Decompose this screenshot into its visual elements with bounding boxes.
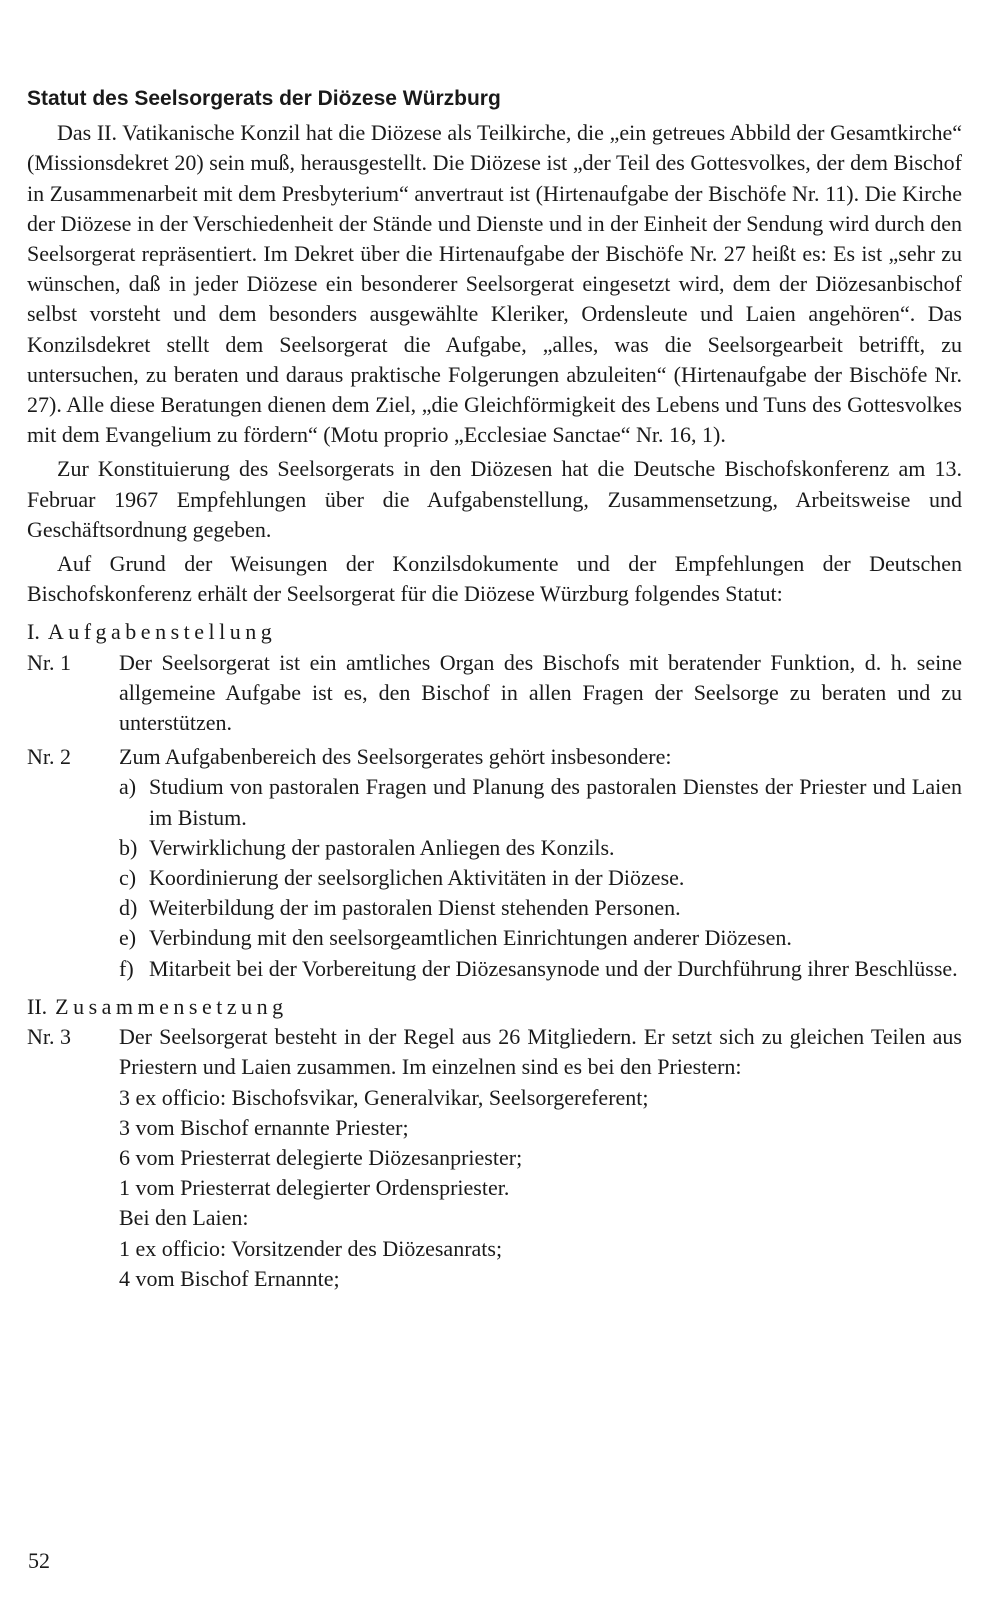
article-intro: Der Seelsorgerat besteht in der Regel aus 26 Mitgliedern. Er setzt sich zu gleichen Teilen aus Priestern und Laien zusammen. Im einzelnen sind es bei den Priestern: — [119, 1024, 962, 1080]
list-item-label: a) — [119, 774, 137, 800]
list-item — [119, 772, 962, 832]
list-item-text: Koordinierung der seelsorglichen Aktivitäten in der Diözese. — [149, 865, 685, 891]
list-item-label: d) — [119, 895, 138, 921]
member-line: 3 vom Bischof ernannte Priester; — [119, 1114, 409, 1140]
intro-paragraph-1: Das II. Vatikanische Konzil hat die Diözese als Teilkirche, die „ein getreues Abbild der Gesamtkirche“ (Missionsdekret 20) sein muß, herausgestellt. Die Diözese ist „der Teil des Gottesvolkes, der dem Bischof in Zusammenarbeit mit dem Presbyterium“ anvertraut ist (Hirtenaufgabe der Bischöfe Nr. 11). Die Kirche der Diözese in der Verschiedenheit der Stände und Dienste und in der Einheit der Sendung wird durch den Seelsorgerat repräsentiert. Im Dekret über die Hirtenaufgabe der Bischöfe Nr. 27 heißt es: Es ist „sehr zu wünschen, daß in jeder Diözese ein besonderer Seelsorgerat eingesetzt wird, dem der Diözesanbischof selbst vorsteht und dem besonders ausgewählte Kleriker, Ordensleute und Laien angehören“. Das Konzilsdekret stellt dem Seelsorgerat die Aufgabe, „alles, was die Seelsorgearbeit betrifft, zu untersuchen, zu beraten und daraus praktische Folgerungen abzuleiten“ (Hirtenaufgabe der Bischöfe Nr. 27). Alle diese Beratungen dienen dem Ziel, „die Gleichförmigkeit des Lebens und Tuns des Gottesvolkes mit dem Evangelium zu fördern“ (Motu proprio „Ecclesiae Sanctae“ Nr. 16, 1). — [27, 120, 962, 448]
article-nr-3 — [27, 1022, 962, 1294]
member-line: 6 vom Priesterrat delegierte Diözesanpriester; — [119, 1144, 523, 1170]
list-item — [119, 954, 962, 984]
article-label: Nr. 3 — [27, 1024, 71, 1050]
list-item-text: Weiterbildung der im pastoralen Dienst stehenden Personen. — [149, 895, 681, 921]
member-line: 4 vom Bischof Ernannte; — [119, 1265, 340, 1291]
article-label: Nr. 2 — [27, 744, 71, 770]
list-item — [119, 833, 962, 863]
member-line: 1 vom Priesterrat delegierter Ordenspriester. — [119, 1175, 510, 1201]
section-number: I. — [27, 619, 40, 645]
list-item — [119, 863, 962, 893]
member-line: 3 ex officio: Bischofsvikar, Generalvikar, Seelsorgereferent; — [119, 1084, 649, 1110]
list-item-label: c) — [119, 865, 137, 891]
article-nr-1 — [27, 648, 962, 739]
article-body — [119, 1022, 962, 1294]
list-item-label: b) — [119, 834, 138, 860]
list-item-text: Verbindung mit den seelsorgeamtlichen Einrichtungen anderer Diözesen. — [149, 925, 792, 951]
section-number: II. — [27, 993, 48, 1019]
section-heading-zusammensetzung — [27, 992, 962, 1022]
member-line: 1 ex officio: Vorsitzender des Diözesanrats; — [119, 1235, 503, 1261]
list-item — [119, 893, 962, 923]
intro-paragraph-3: Auf Grund der Weisungen der Konzilsdokumente und der Empfehlungen der Deutschen Bischofskonferenz erhält der Seelsorgerat für die Diözese Würzburg folgendes Statut: — [27, 551, 962, 607]
list-item-text: Verwirklichung der pastoralen Anliegen des Konzils. — [149, 834, 615, 860]
article-label: Nr. 1 — [27, 649, 71, 675]
intro-paragraph-2: Zur Konstituierung des Seelsorgerats in den Diözesen hat die Deutsche Bischofskonferenz am 13. Februar 1967 Empfehlungen über die Aufgabenstellung, Zusammensetzung, Arbeitsweise und Geschäftsordnung gegeben. — [27, 456, 962, 542]
list-item-text: Studium von pastoralen Fragen und Planung des pastoralen Dienstes der Priester und Laien im Bistum. — [149, 774, 962, 830]
list-item-text: Mitarbeit bei der Vorbereitung der Diözesansynode und der Durchführung ihrer Beschlüsse. — [149, 955, 958, 981]
section-title: Zusammensetzung — [55, 993, 288, 1019]
document-title: Statut des Seelsorgerats der Diözese Würzburg — [27, 87, 501, 110]
article-nr-2 — [27, 742, 962, 984]
list-item-label: e) — [119, 925, 137, 951]
page-number: 52 — [28, 1548, 50, 1573]
article-text: Der Seelsorgerat ist ein amtliches Organ des Bischofs mit beratender Funktion, d. h. seine allgemeine Aufgabe ist es, den Bischof in allen Fragen der Seelsorge zu beraten und zu unterstützen. — [119, 649, 962, 736]
article-intro: Zum Aufgabenbereich des Seelsorgerates gehört insbesondere: — [119, 744, 672, 770]
member-line: Bei den Laien: — [119, 1205, 249, 1231]
section-title: Aufgabenstellung — [47, 619, 277, 645]
list-item — [119, 923, 962, 953]
document-page — [27, 84, 962, 1294]
section-heading-aufgabenstellung — [27, 617, 962, 647]
list-item-label: f) — [119, 955, 134, 981]
article-body — [119, 742, 962, 984]
